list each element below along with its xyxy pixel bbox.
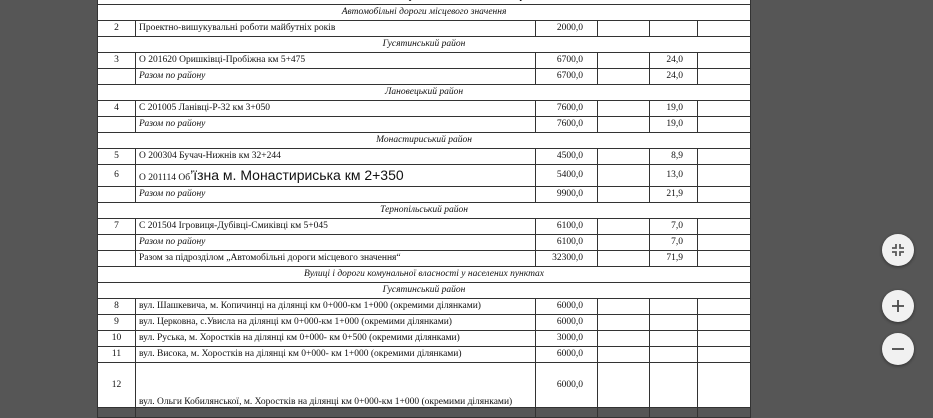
cell-c3 — [650, 314, 698, 330]
table-row — [98, 362, 751, 407]
table-row — [98, 218, 751, 234]
subtotal-row — [98, 116, 751, 132]
row-name: О 200304 Бучач-Нижнів км 32+244 — [136, 148, 536, 164]
cell-c3: 24,0 — [650, 68, 698, 84]
cell-c3: 19,0 — [650, 116, 698, 132]
cell-c1: 4500,0 — [536, 148, 598, 164]
cell-c1: 6100,0 — [536, 218, 598, 234]
document-page — [97, 0, 750, 407]
cell-c4 — [698, 234, 751, 250]
row-number: 2 — [98, 20, 136, 36]
budget-table — [97, 0, 751, 418]
row-number — [98, 234, 136, 250]
row-name: О 201620 Оришківці-Пробіжна км 5+475 — [136, 52, 536, 68]
row-name: Проектно-вишукувальні роботи майбутніх років — [136, 20, 536, 36]
table-row — [98, 100, 751, 116]
cell-c4 — [698, 250, 751, 266]
table-row — [98, 164, 751, 186]
row-number — [98, 68, 136, 84]
row-number: 6 — [98, 164, 136, 186]
cell-c3: 19,0 — [650, 100, 698, 116]
cell-c1: 6000,0 — [536, 314, 598, 330]
cell-c2 — [598, 186, 650, 202]
cell-c1: 5400,0 — [536, 164, 598, 186]
row-number: 8 — [98, 298, 136, 314]
cell-c1: 6700,0 — [536, 52, 598, 68]
cell-c1: 6000,0 — [536, 362, 598, 407]
row-number: 9 — [98, 314, 136, 330]
cell-c2 — [598, 362, 650, 407]
section-row — [98, 4, 751, 20]
row-number: 7 — [98, 218, 136, 234]
cell-c3 — [650, 346, 698, 362]
cell-c4 — [698, 314, 751, 330]
section-row — [98, 84, 751, 100]
row-name: вул. Ольги Кобилянської, м. Хоростків на ділянці км 0+000-км 1+000 (окремими ділянками) — [136, 362, 536, 407]
row-name-part: О 201114 Об — [139, 173, 191, 183]
subtotal-row — [98, 68, 751, 84]
cell-c3 — [650, 407, 698, 417]
cell-c1: 3000,0 — [536, 330, 598, 346]
cell-c3 — [650, 330, 698, 346]
cell-c4 — [698, 407, 751, 417]
row-name-part-large: ’їзна м. Монастириська км 2+350 — [190, 167, 404, 183]
cell-c4 — [698, 52, 751, 68]
plus-icon — [890, 298, 906, 314]
row-number: 11 — [98, 346, 136, 362]
cell-c4 — [698, 164, 751, 186]
cell-c2 — [598, 52, 650, 68]
zoom-in-button[interactable] — [882, 290, 914, 322]
subtotal-row — [98, 234, 751, 250]
cell-c2 — [598, 250, 650, 266]
cell-c1: 7600,0 — [536, 100, 598, 116]
section-title: Гусятинський район — [98, 282, 751, 298]
cell-c4 — [698, 362, 751, 407]
table-row — [98, 298, 751, 314]
row-name: вул. Шашкевича, м. Копичинці на ділянці км 0+000-км 1+000 (окремими ділянками) — [136, 298, 536, 314]
cell-c4 — [698, 330, 751, 346]
cell-c3 — [650, 20, 698, 36]
cell-c2 — [598, 148, 650, 164]
table-row — [98, 52, 751, 68]
cell-c1 — [536, 407, 598, 417]
cell-c1: 32300,0 — [536, 250, 598, 266]
row-name: вул. Висока, м. Хоростків на ділянці км 0+000- км 1+000 (окремими ділянками) — [136, 346, 536, 362]
table-row — [98, 407, 751, 417]
cell-c2 — [598, 218, 650, 234]
cell-c4 — [698, 148, 751, 164]
table-row — [98, 330, 751, 346]
section-title: Гусятинський район — [98, 36, 751, 52]
section-title: Автомобільні дороги місцевого значення — [98, 4, 751, 20]
cell-c2 — [598, 314, 650, 330]
cell-c1: 9900,0 — [536, 186, 598, 202]
section-row — [98, 132, 751, 148]
cell-c3: 24,0 — [650, 52, 698, 68]
cell-c3: 71,9 — [650, 250, 698, 266]
cell-c3 — [650, 362, 698, 407]
cell-c3 — [650, 298, 698, 314]
cell-c4 — [698, 346, 751, 362]
section-title: Вулиці і дороги комунальної власності у населених пунктах — [98, 266, 751, 282]
cell-c1: 6000,0 — [536, 298, 598, 314]
section-row — [98, 282, 751, 298]
cell-c1: 6700,0 — [536, 68, 598, 84]
cell-c2 — [598, 20, 650, 36]
row-name: С 201504 Ігровиця-Дубівці-Смиківці км 5+045 — [136, 218, 536, 234]
cell-c4 — [698, 218, 751, 234]
row-number: 10 — [98, 330, 136, 346]
cell-c2 — [598, 68, 650, 84]
table-row — [98, 250, 751, 266]
row-name: Разом по району — [136, 116, 536, 132]
zoom-out-button[interactable] — [882, 333, 914, 365]
cell-c4 — [698, 116, 751, 132]
row-number: 12 — [98, 362, 136, 407]
collapse-icon — [890, 242, 906, 258]
row-name: Разом по району — [136, 68, 536, 84]
cell-c2 — [598, 164, 650, 186]
cell-c2 — [598, 234, 650, 250]
row-name: вул. Руська, м. Хоростків на ділянці км 0+000- км 0+500 (окремими ділянками) — [136, 330, 536, 346]
cell-c2 — [598, 100, 650, 116]
row-name — [136, 164, 536, 186]
section-row — [98, 36, 751, 52]
cell-c4 — [698, 68, 751, 84]
cell-c2 — [598, 346, 650, 362]
cell-c1: 7600,0 — [536, 116, 598, 132]
section-title: Тернопільський район — [98, 202, 751, 218]
cell-c4 — [698, 20, 751, 36]
cell-c3: 8,9 — [650, 148, 698, 164]
cell-c2 — [598, 298, 650, 314]
cell-c4 — [698, 186, 751, 202]
section-title: Лановецький район — [98, 84, 751, 100]
cell-c2 — [598, 330, 650, 346]
table-row — [98, 148, 751, 164]
row-name — [136, 407, 536, 417]
row-number — [98, 116, 136, 132]
table-row — [98, 346, 751, 362]
section-row — [98, 266, 751, 282]
row-number: 3 — [98, 52, 136, 68]
cell-c3: 13,0 — [650, 164, 698, 186]
cell-c3: 7,0 — [650, 218, 698, 234]
minus-icon — [890, 341, 906, 357]
section-row — [98, 202, 751, 218]
cell-c3: 21,9 — [650, 186, 698, 202]
cell-c4 — [698, 100, 751, 116]
section-title: Монастириський район — [98, 132, 751, 148]
row-number — [98, 250, 136, 266]
row-name: С 201005 Ланівці-Р-32 км 3+050 — [136, 100, 536, 116]
cell-c4 — [698, 298, 751, 314]
row-name: вул. Церковна, с.Увисла на ділянці км 0+000-км 1+000 (окремими ділянками) — [136, 314, 536, 330]
table-row — [98, 20, 751, 36]
cell-c3: 7,0 — [650, 234, 698, 250]
row-name: Разом по району — [136, 234, 536, 250]
row-name: Разом за підрозділом „Автомобільні дороги місцевого значення“ — [136, 250, 536, 266]
cell-c2 — [598, 407, 650, 417]
cell-c1: 2000,0 — [536, 20, 598, 36]
collapse-button[interactable] — [882, 234, 914, 266]
row-number — [98, 407, 136, 417]
subtotal-row — [98, 186, 751, 202]
row-number: 5 — [98, 148, 136, 164]
cell-c2 — [598, 116, 650, 132]
cell-c1: 6000,0 — [536, 346, 598, 362]
row-number: 4 — [98, 100, 136, 116]
row-name: Разом по району — [136, 186, 536, 202]
cell-c1: 6100,0 — [536, 234, 598, 250]
row-number — [98, 186, 136, 202]
table-row — [98, 314, 751, 330]
